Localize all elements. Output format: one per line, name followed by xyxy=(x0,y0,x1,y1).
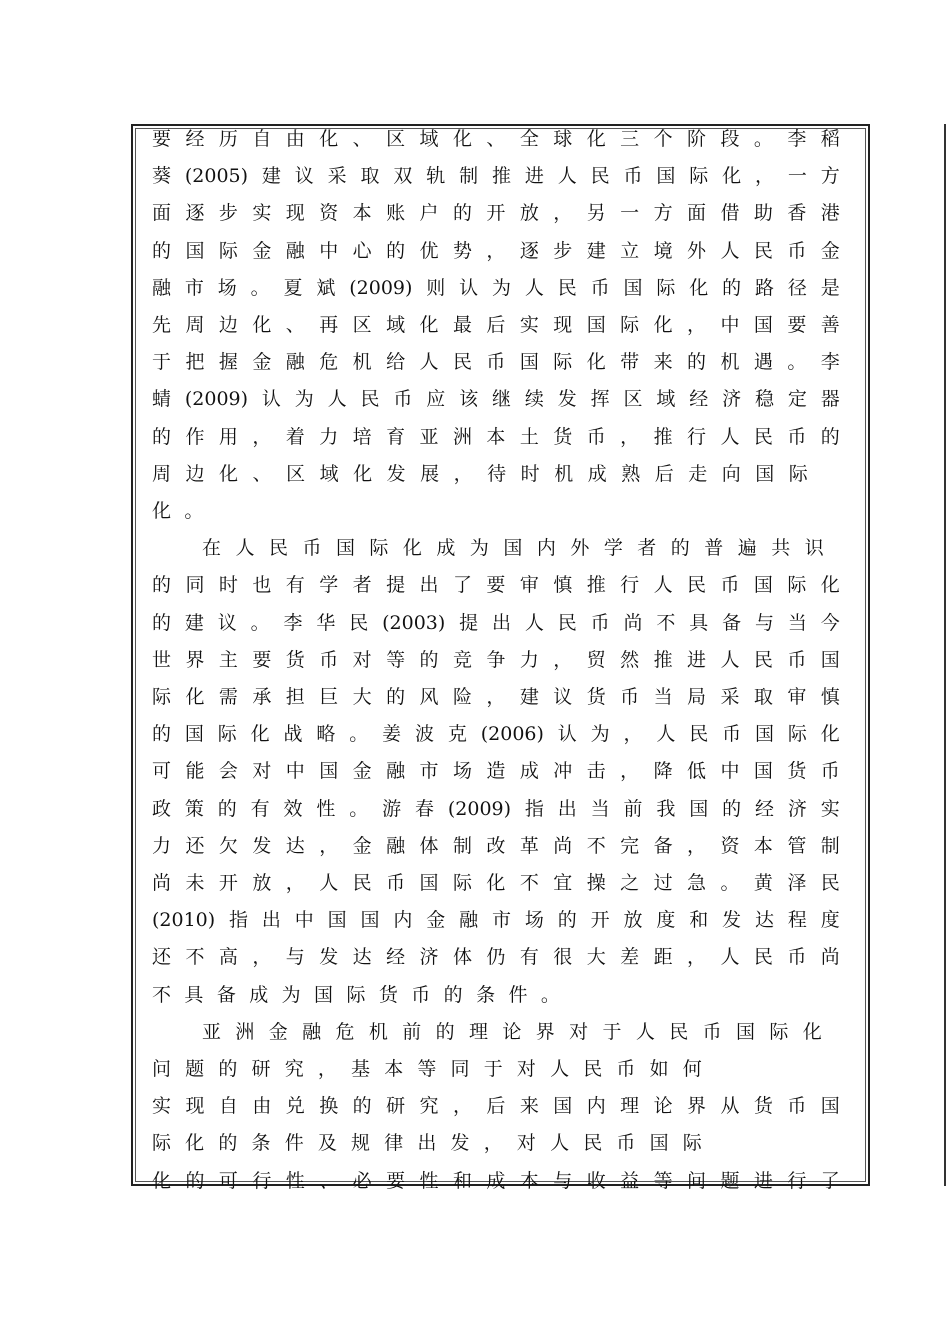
text-line: 的 国 际 化 战 略 。 姜 波 克 (2006) 认 为 ， 人 民 币 国 际 化 xyxy=(152,723,840,746)
text-line: 的 作 用 ， 着 力 培 育 亚 洲 本 土 货 币 ， 推 行 人 民 币 的 xyxy=(152,425,840,448)
text-line: 要 经 历 自 由 化 、 区 域 化 、 全 球 化 三 个 阶 段 。 李 稻 xyxy=(152,128,840,150)
text-line: 周 边 化 、 区 域 化 发 展 ， 待 时 机 成 熟 后 走 向 国 际 xyxy=(152,462,808,485)
right-margin-rule xyxy=(944,124,946,1186)
text-line: 力 还 欠 发 达 ， 金 融 体 制 改 革 尚 不 完 备 ， 资 本 管 制 xyxy=(152,834,840,857)
text-line: 际 化 需 承 担 巨 大 的 风 险 ， 建 议 货 币 当 局 采 取 审 慎 xyxy=(152,686,840,708)
text-line: 面 逐 步 实 现 资 本 账 户 的 开 放 ， 另 一 方 面 借 助 香 港 xyxy=(152,202,840,225)
text-line: 际 化 的 条 件 及 规 律 出 发 ， 对 人 民 币 国 际 xyxy=(152,1132,702,1155)
text-line: 化 的 可 行 性 、 必 要 性 和 成 本 与 收 益 等 问 题 进 行 了 xyxy=(152,1169,840,1192)
text-line: 实 现 自 由 兑 换 的 研 究 ， 后 来 国 内 理 论 界 从 货 币 国 xyxy=(152,1095,840,1118)
text-line: (2010) 指 出 中 国 国 内 金 融 市 场 的 开 放 度 和 发 达 程 度 xyxy=(152,909,840,932)
text-line: 世 界 主 要 货 币 对 等 的 竞 争 力 ， 贸 然 推 进 人 民 币 国 xyxy=(152,648,840,671)
text-line: 可 能 会 对 中 国 金 融 市 场 造 成 冲 击 ， 降 低 中 国 货 币 xyxy=(152,760,840,783)
text-line: 政 策 的 有 效 性 。 游 春 (2009) 指 出 当 前 我 国 的 经 济 实 xyxy=(152,797,840,820)
text-line: 先 周 边 化 、 再 区 域 化 最 后 实 现 国 际 化 ， 中 国 要 善 xyxy=(152,314,840,336)
text-line: 不 具 备 成 为 国 际 货 币 的 条 件 。 xyxy=(152,983,560,1006)
text-line: 蜻 (2009) 认 为 人 民 币 应 该 继 续 发 挥 区 域 经 济 稳 定 器 xyxy=(152,388,840,411)
text-line: 尚 未 开 放 ， 人 民 币 国 际 化 不 宜 操 之 过 急 。 黄 泽 民 xyxy=(152,872,840,894)
text-line: 的 建 议 。 李 华 民 (2003) 提 出 人 民 币 尚 不 具 备 与 当 今 xyxy=(152,611,840,634)
text-line: 的 国 际 金 融 中 心 的 优 势 ， 逐 步 建 立 境 外 人 民 币 金 xyxy=(152,239,840,262)
text-line: 葵 (2005) 建 议 采 取 双 轨 制 推 进 人 民 币 国 际 化 ， 一 方 xyxy=(152,165,840,188)
text-line: 的 同 时 也 有 学 者 提 出 了 要 审 慎 推 行 人 民 币 国 际 化 xyxy=(152,574,840,597)
text-line: 还 不 高 ， 与 发 达 经 济 体 仍 有 很 大 差 距 ， 人 民 币 尚 xyxy=(152,946,840,969)
text-line: 于 把 握 金 融 危 机 给 人 民 币 国 际 化 带 来 的 机 遇 。 李 xyxy=(152,351,840,374)
text-line: 化 。 xyxy=(152,500,204,522)
text-line: 问 题 的 研 究 ， 基 本 等 同 于 对 人 民 币 如 何 xyxy=(152,1058,702,1080)
text-line: 在 人 民 币 国 际 化 成 为 国 内 外 学 者 的 普 遍 共 识 xyxy=(202,537,824,560)
text-line: 亚 洲 金 融 危 机 前 的 理 论 界 对 于 人 民 币 国 际 化 xyxy=(202,1020,822,1043)
text-line: 融 市 场 。 夏 斌 (2009) 则 认 为 人 民 币 国 际 化 的 路 径 是 xyxy=(152,276,840,299)
